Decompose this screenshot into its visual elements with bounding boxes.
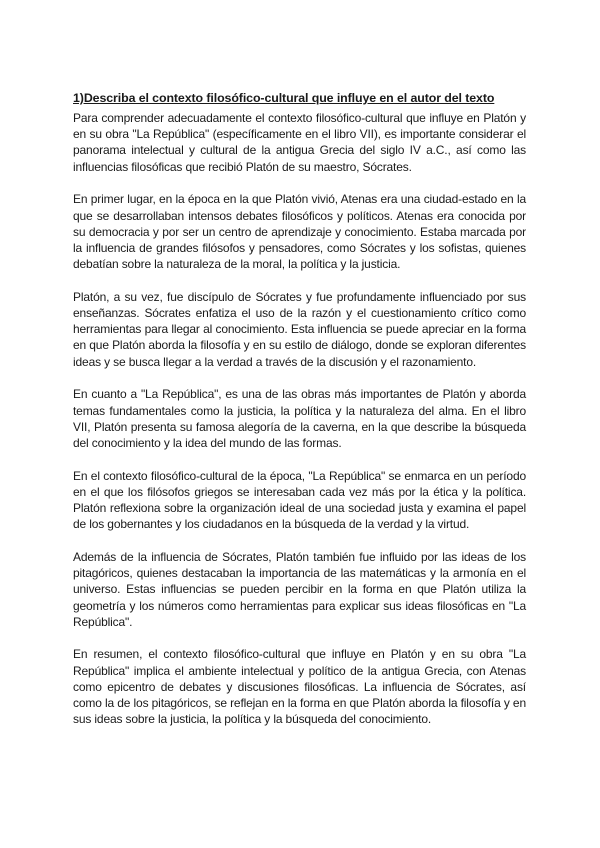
document-page [73, 90, 526, 744]
paragraph-introduction: Para comprender adecuadamente el contexto filosófico-cultural que influye en Platón y en su obra "La República" (específicamente en el libro VII), es importante considerar el panorama intelectual y cultural de la antigua Grecia del siglo IV a.C., así como las influencias filosóficas que recibió Platón de su maestro, Sócrates. [73, 111, 526, 174]
paragraph-ethics-politics: En el contexto filosófico-cultural de la época, "La República" se enmarca en un período en el que los filósofos griegos se interesaban cada vez más por la ética y la política. Platón reflexiona sobre la organización ideal de una sociedad justa y examina el papel de los gobernantes y los ciudadanos en la búsqueda de la verdad y la virtud. [73, 468, 526, 532]
paragraph-athens-context: En primer lugar, en la época en la que Platón vivió, Atenas era una ciudad-estado en la que se desarrollaban intensos debates filosóficos y políticos. Atenas era conocida por su democracia y por ser un centro de aprendizaje y conocimiento. Estaba marcada por la influencia de grandes filósofos y pensadores, como Sócrates y los sofistas, quienes debatían sobre la naturaleza de la moral, la política y la justicia. [73, 192, 526, 272]
paragraph-la-republica: En cuanto a "La República", es una de las obras más importantes de Platón y aborda temas fundamentales como la justicia, la política y la naturaleza del alma. En el libro VII, Platón presenta su famosa alegoría de la caverna, en la que describe la búsqueda del conocimiento y la idea del mundo de las formas. [73, 387, 526, 450]
question-heading: 1)Describa el contexto filosófico-cultural que influye en el autor del texto [73, 91, 495, 105]
paragraph-socrates-influence: Platón, a su vez, fue discípulo de Sócrates y fue profundamente influenciado por sus enseñanzas. Sócrates enfatiza el uso de la razón y el cuestionamiento crítico como herramientas para llegar al conocimiento. Esta influencia se puede apreciar en la forma en que Platón aborda la filosofía y en su estilo de diálogo, donde se exploran diferentes ideas y se busca llegar a la verdad a través de la discusión y el razonamiento. [73, 289, 526, 369]
paragraph-summary: En resumen, el contexto filosófico-cultural que influye en Platón y en su obra "La República" implica el ambiente intelectual y político de la antigua Grecia, con Atenas como epicentro de debates y discusiones filosóficas. La influencia de Sócrates, así como la de los pitagóricos, se reflejan en la forma en que Platón aborda la filosofía y en sus ideas sobre la justicia, la política y la búsqueda del conocimiento. [73, 647, 526, 727]
paragraph-pythagoreans: Además de la influencia de Sócrates, Platón también fue influido por las ideas de los pitagóricos, quienes destacaban la importancia de las matemáticas y la armonía en el universo. Estas influencias se pueden percibir en la forma en que Platón utiliza la geometría y los números como herramientas para explicar sus ideas filosóficas en "La República". [73, 549, 526, 629]
